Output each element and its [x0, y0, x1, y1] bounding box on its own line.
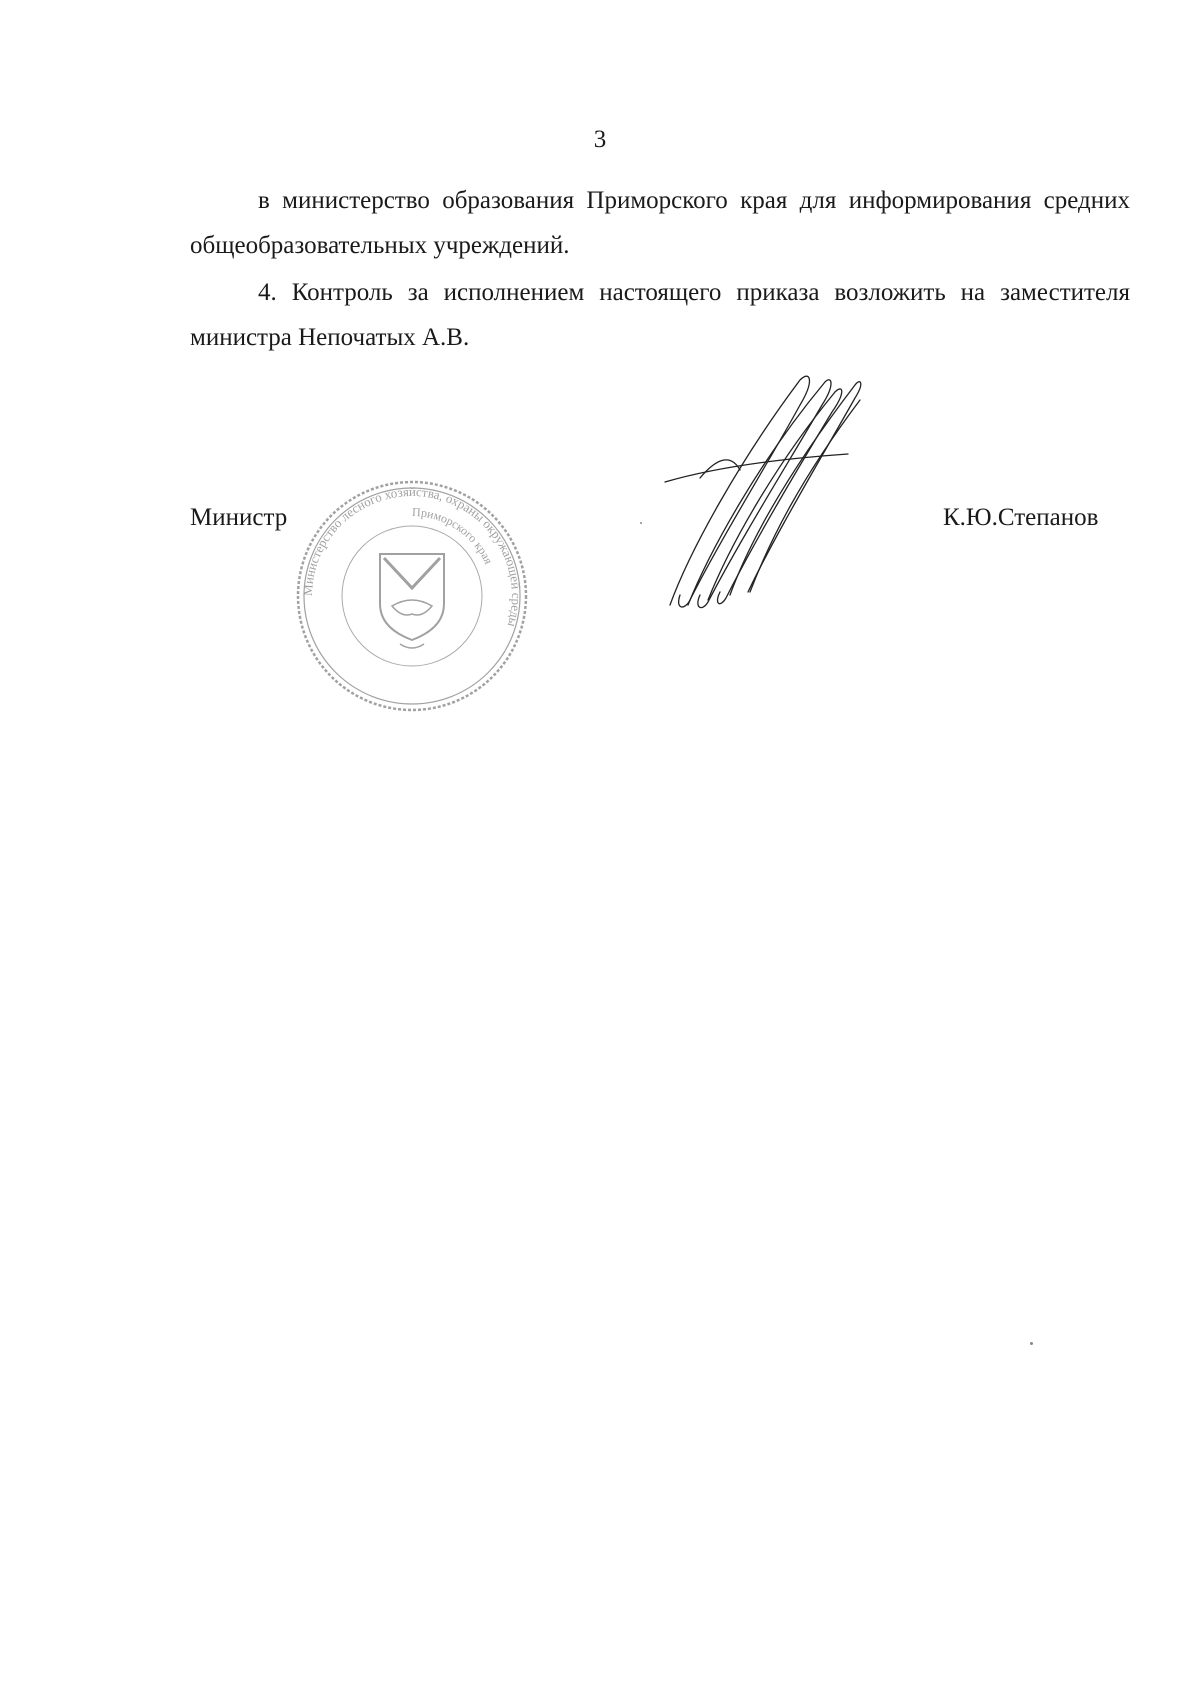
- handwritten-signature: [660, 370, 900, 620]
- scan-speck: [1030, 1342, 1033, 1345]
- official-stamp: [292, 476, 532, 716]
- stamp-inner-text: Приморского края: [411, 504, 496, 567]
- paragraph-1: в министерство образования Приморского края для информирования средних общеобразовательных учреждений.: [190, 187, 1130, 259]
- stamp-outer-text: Министерство лесного хозяйства, охраны окружающей среды: [299, 483, 525, 629]
- signature-row: [0, 504, 1200, 544]
- signatory-title: Министр: [190, 504, 288, 531]
- paragraph-2: 4. Контроль за исполнением настоящего приказа возложить на заместителя министра Непочатых А.В.: [190, 279, 1130, 351]
- scan-speck: [640, 522, 642, 524]
- signatory-name: К.Ю.Степанов: [943, 504, 1099, 531]
- page-number: 3: [593, 126, 607, 153]
- coat-of-arms-icon: [380, 554, 444, 648]
